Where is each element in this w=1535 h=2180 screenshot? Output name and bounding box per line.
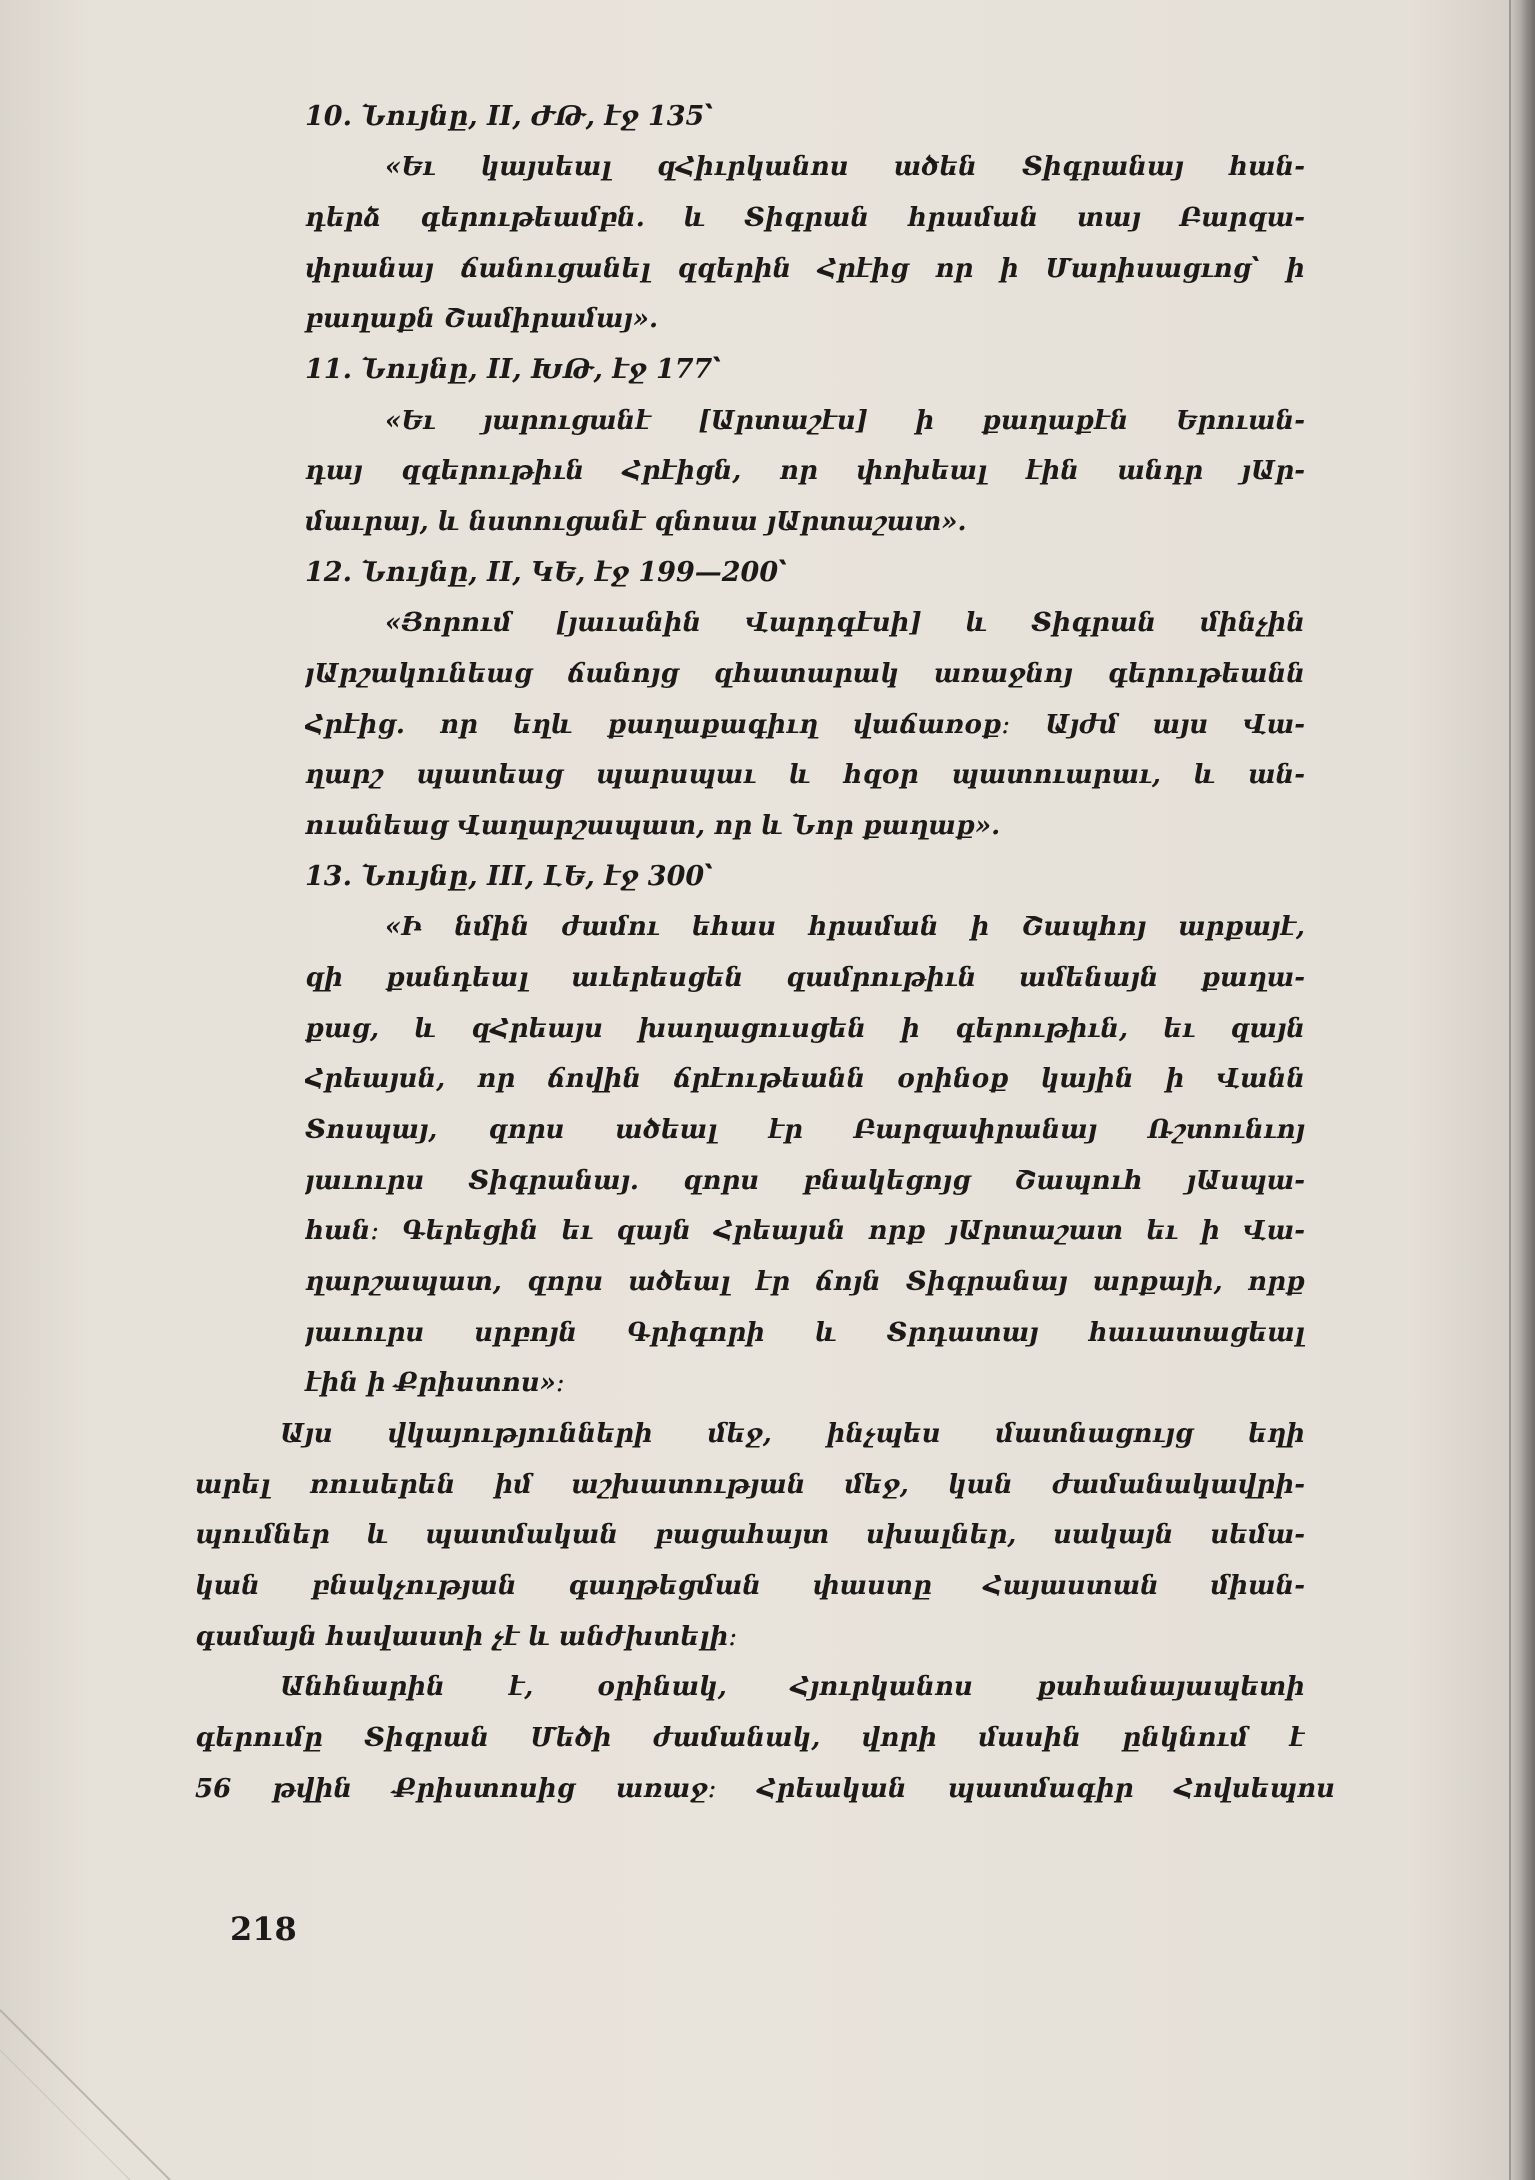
body-line: գերումը Տիգրան Մեծի ժամանակ, վորի մասին ընկնում է: [195, 1723, 1305, 1753]
quote-line: «Եւ յարուցանէ [Արտաշէս] ի քաղաքէն Երուան-: [385, 406, 1305, 436]
body-line: գամայն հավաստի չէ և անժխտելի։: [195, 1622, 738, 1652]
quote-line: Հրեայսն, որ ճովին ճրէութեանն օրինօք կային ի Վանն: [305, 1064, 1305, 1094]
quote-line: յԱրշակունեաց ճանոյց զհատարակ առաջնոյ գերութեանն: [305, 659, 1305, 689]
body-line: Այս վկայությունների մեջ, ինչպես մատնացույց եղի: [280, 1419, 1305, 1449]
page-number: 218: [230, 1910, 297, 1948]
quote-line: «Յորում [յաւանին Վարդգէսի] և Տիգրան մինչին: [385, 608, 1305, 638]
citation-heading: 11. Նույնը, II, ԽԹ, էջ 177՝: [305, 354, 722, 385]
quote-line: «Եւ կայսեալ զՀիւրկանոս ածեն Տիգրանայ հան-: [385, 152, 1305, 182]
quote-line: Տոսպայ, զորս ածեալ էր Բարզափրանայ Ռշտունւոյ: [305, 1115, 1305, 1145]
quote-line: զի քանդեալ աւերեսցեն զամրութիւն ամենայն քաղա-: [305, 963, 1305, 993]
quote-line: փրանայ ճանուցանել զզերին Հրէից որ ի Մարիսացւոց՝ ի: [305, 254, 1305, 284]
quote-line: բաղաքն Շամիրամայ».: [305, 304, 659, 334]
quote-line: յաւուրս սրբոյն Գրիգորի և Տրդատայ հաւատացեալ: [305, 1318, 1305, 1348]
citation-heading: 10. Նույնը, II, ԺԹ, էջ 135՝: [305, 101, 714, 132]
body-line: պումներ և պատմական բացահայտ սխալներ, սակայն սեմա-: [195, 1520, 1305, 1550]
quote-line: հան։ Գերեցին եւ զայն Հրեայսն որք յԱրտաշատ եւ ի Վա-: [305, 1216, 1305, 1246]
quote-line: մաւրայ, և նստուցանէ զնոսա յԱրտաշատ».: [305, 507, 967, 537]
corner-crease: [0, 1920, 260, 2180]
body-line: արել ռուսերեն իմ աշխատության մեջ, կան ժամանակավրի-: [195, 1470, 1305, 1500]
citation-heading: 13. Նույնը, III, ԼԵ, էջ 300՝: [305, 861, 713, 892]
quote-line: էին ի Քրիստոս»։: [305, 1368, 565, 1398]
quote-line: դերձ գերութեամբն. և Տիգրան հրաման տայ Բարզա-: [305, 203, 1305, 233]
quote-line: ղարշ պատեաց պարսպաւ և հզօր պատուարաւ, և ան-: [305, 760, 1305, 790]
citation-heading: 12. Նույնը, II, ԿԵ, էջ 199—200՝: [305, 557, 787, 588]
body-line: 56 թվին Քրիստոսից առաջ։ Հրեական պատմագիր Հովսեպոս: [195, 1774, 1335, 1804]
body-line: կան բնակչության գաղթեցման փաստը Հայաստան միան-: [195, 1571, 1305, 1601]
quote-line: քաց, և զՀրեայս խաղացուսցեն ի գերութիւն, եւ զայն: [305, 1014, 1305, 1044]
quote-line: ղարշապատ, զորս ածեալ էր ճոյն Տիգրանայ արքայի, որք: [305, 1267, 1305, 1297]
page-fold-line: [1509, 0, 1511, 2180]
quote-line: Հրէից. որ եղև քաղաքագիւղ վաճառօք։ Այժմ այս Վա-: [305, 710, 1305, 740]
quote-line: յաւուրս Տիգրանայ. զորս բնակեցոյց Շապուհ յԱսպա-: [305, 1166, 1305, 1196]
body-line: Անհնարին է, օրինակ, Հյուրկանոս քահանայապետի: [280, 1672, 1305, 1702]
quote-line: ուանեաց Վաղարշապատ, որ և Նոր քաղաք».: [305, 811, 1001, 841]
quote-line: «Ի նմին ժամու եհաս հրաման ի Շապհոյ արքայէ,: [385, 912, 1305, 942]
page-binding-edge: [1509, 0, 1535, 2180]
quote-line: դայ զգերութիւն Հրէիցն, որ փոխեալ էին անդր յԱր-: [305, 456, 1305, 486]
